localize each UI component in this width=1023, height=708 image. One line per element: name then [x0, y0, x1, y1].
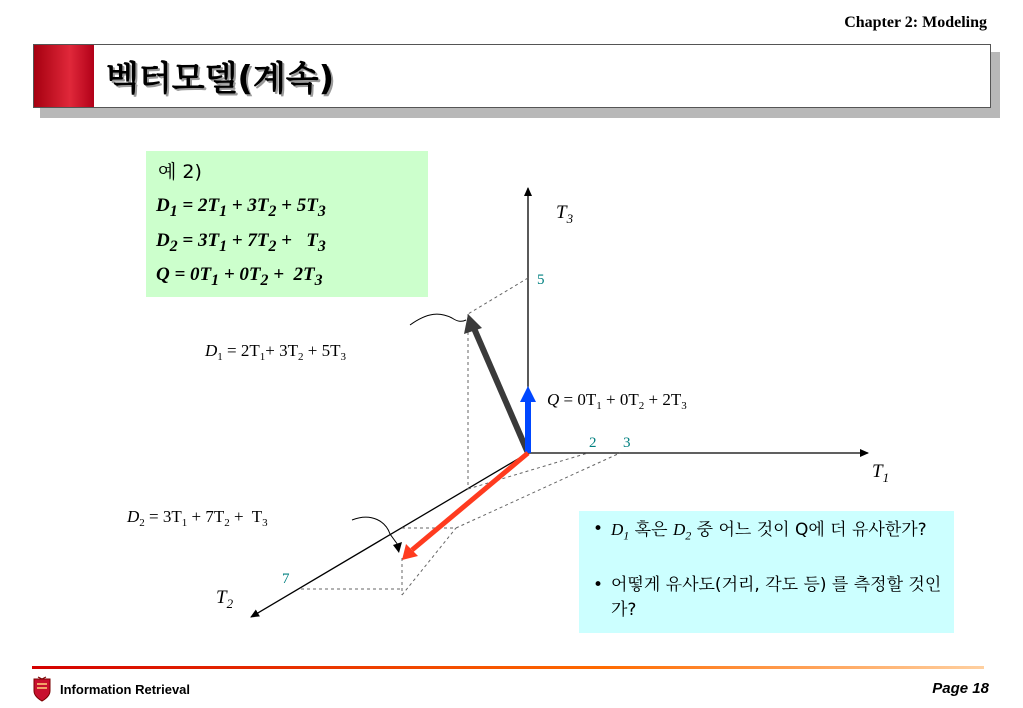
- d1-vector: [473, 326, 528, 453]
- chapter-label: Chapter 2: Modeling: [844, 14, 987, 31]
- university-crest-icon: [32, 676, 52, 702]
- d1-label-pointer: [410, 314, 466, 325]
- t2-axis-label: $T_2$: [216, 587, 234, 611]
- tick-t1-3: 3: [623, 435, 631, 451]
- page-number: Page 18: [932, 680, 989, 697]
- bullet-icon: •: [593, 519, 604, 539]
- d2-vector: [412, 453, 528, 550]
- d2-pointer-head: [393, 542, 402, 553]
- bullet-icon: •: [593, 575, 604, 595]
- t1-axis-label: $T_1$: [872, 461, 890, 485]
- d1-vector-label: $D_1 = 2T_1+ 3T_2 + 5T_3$: [205, 341, 346, 363]
- question-item-1: • $D_1$ 혹은 $D_2$ 중 어느 것이 Q에 더 유사한가?: [593, 519, 927, 543]
- footer-course-name: Information Retrieval: [60, 682, 191, 697]
- tick-t1-2: 2: [589, 435, 597, 451]
- tick-t2-7: 7: [282, 571, 290, 587]
- question-item-2: • 어떻게 유사도(거리, 각도 등) 를 측정할 것인가?: [593, 575, 942, 620]
- d2-label-pointer: [352, 517, 398, 545]
- footer-divider: [32, 666, 984, 669]
- example-line-d1: $D_1 = 2T_1 + 3T_2 + 5T_3$: [156, 195, 326, 220]
- d2-guide-lines: [301, 453, 620, 595]
- d1-vector-head: [464, 314, 482, 334]
- example-title: 예 2): [158, 161, 202, 183]
- q-vector-head: [520, 386, 536, 402]
- example-line-q: $Q = 0T_1 + 0T_2 + 2T_3$: [156, 264, 323, 289]
- slide-title: 벡터모델(계속): [106, 59, 335, 99]
- q-vector-label: $Q = 0T_1 + 0T_2 + 2T_3$: [547, 390, 687, 412]
- tick-t3-5: 5: [537, 272, 545, 288]
- question-box: [579, 511, 954, 633]
- d2-vector-label: $D_2 = 3T_1 + 7T_2 + T_3$: [127, 507, 268, 529]
- example-line-d2: $D_2 = 3T_1 + 7T_2 + T_3$: [156, 230, 326, 255]
- t3-axis-label: $T_3$: [556, 202, 574, 226]
- t2-axis: [251, 453, 528, 617]
